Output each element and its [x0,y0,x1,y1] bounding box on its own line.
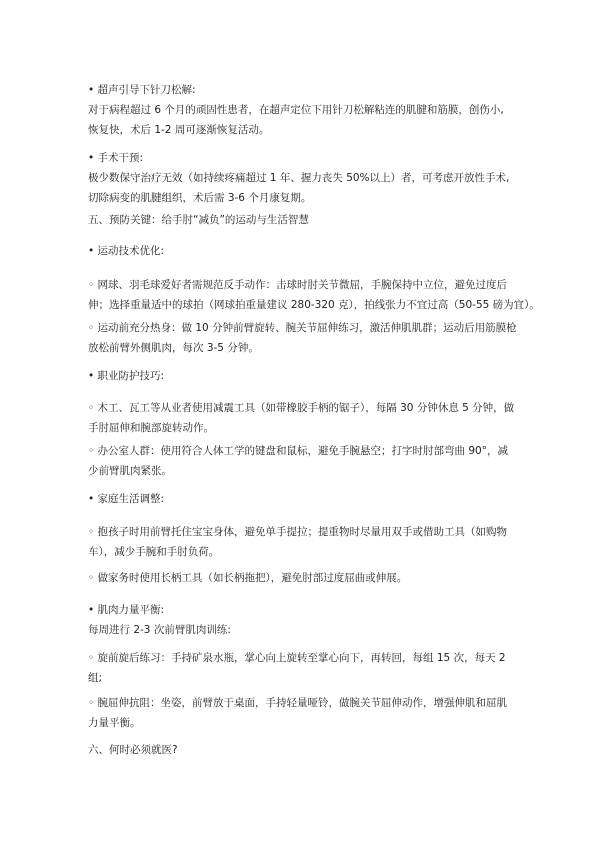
home-item-1 [88,522,528,562]
home-heading: • 家庭生活调整: [88,493,165,505]
section-six-heading-block [88,740,528,760]
ultrasound-section [88,80,528,140]
list-item-line: ◦ 抱孩子时用前臂托住宝宝身体，避免单手提拉；提重物时尽量用双手或借助工具（如购物 [88,526,508,538]
surgery-text-line: 极少数保守治疗无效（如持续疼痛超过 1 年、握力丧失 50%以上）者，可考虑开放性手术, [88,172,510,184]
occupation-heading: • 职业防护技巧: [88,370,165,382]
list-item-line: 组; [88,672,103,684]
muscle-intro: 每周进行 2-3 次前臂肌肉训练: [88,624,231,636]
ultrasound-heading: • 超声引导下针刀松解: [88,84,196,96]
list-item-line: 车），减少手腕和手肘负荷。 [88,546,220,558]
surgery-text-line: 切除病变的肌腱组织，术后需 3-6 个月康复期。 [88,192,312,204]
list-item-line: ◦ 运动前充分热身：做 10 分钟前臂旋转、腕关节屈伸练习，激活伸肌肌群；运动后用筋膜枪 [88,322,517,334]
ultrasound-text-line: 对于病程超过 6 个月的顽固性患者，在超声定位下用针刀松解粘连的肌腱和筋膜，创伤小, [88,104,504,116]
surgery-heading: • 手术干预: [88,152,144,164]
muscle-heading: • 肌肉力量平衡: [88,604,165,616]
list-item-line: 少前臂肌肉紧张。 [88,465,172,477]
list-item-line: 放松前臂外侧肌肉，每次 3-5 分钟。 [88,342,259,354]
list-item-line: ◦ 网球、羽毛球爱好者需规范反手动作：击球时肘关节微屈，手腕保持中立位，避免过度后 [88,279,508,291]
muscle-item-2 [88,693,528,733]
list-item-line: ◦ 旋前旋后练习：手持矿泉水瓶，掌心向上旋转至掌心向下，再转回，每组 15 次，每天 2 [88,652,506,664]
section-five-heading-block [88,210,528,230]
muscle-item-1 [88,648,528,688]
list-item-line: ◦ 做家务时使用长柄工具（如长柄拖把），避免肘部过度屈曲或伸展。 [88,572,408,584]
surgery-section [88,148,528,208]
sport-heading-block [88,241,528,261]
sport-item-1 [88,275,540,315]
list-item-line: ◦ 腕屈伸抗阻：坐姿，前臂放于桌面，手持轻量哑铃，做腕关节屈伸动作，增强伸肌和屈肌 [88,697,508,709]
home-heading-block [88,489,528,509]
muscle-section [88,600,528,640]
list-item-line: 伸；选择重量适中的球拍（网球拍重量建议 280-320 克），拍线张力不宜过高（50-55 磅为宜）。 [88,299,540,311]
occupation-item-2 [88,441,528,481]
home-item-2 [88,568,528,588]
sport-item-2 [88,318,528,358]
occupation-heading-block [88,366,528,386]
list-item-line: 手肘屈伸和腕部旋转动作。 [88,422,214,434]
list-item-line: ◦ 办公室人群：使用符合人体工学的键盘和鼠标，避免手腕悬空；打字时肘部弯曲 90°，减 [88,445,508,457]
list-item-line: ◦ 木工、瓦工等从业者使用减震工具（如带橡胶手柄的锯子），每隔 30 分钟休息 5 分钟，做 [88,402,515,414]
occupation-item-1 [88,398,528,438]
section-five-heading: 五、预防关键：给手肘“减负”的运动与生活智慧 [88,214,309,226]
section-six-heading: 六、何时必须就医? [88,744,178,756]
list-item-line: 力量平衡。 [88,717,141,729]
ultrasound-text-line: 恢复快，术后 1-2 周可逐渐恢复活动。 [88,124,270,136]
sport-heading: • 运动技术优化: [88,245,165,257]
